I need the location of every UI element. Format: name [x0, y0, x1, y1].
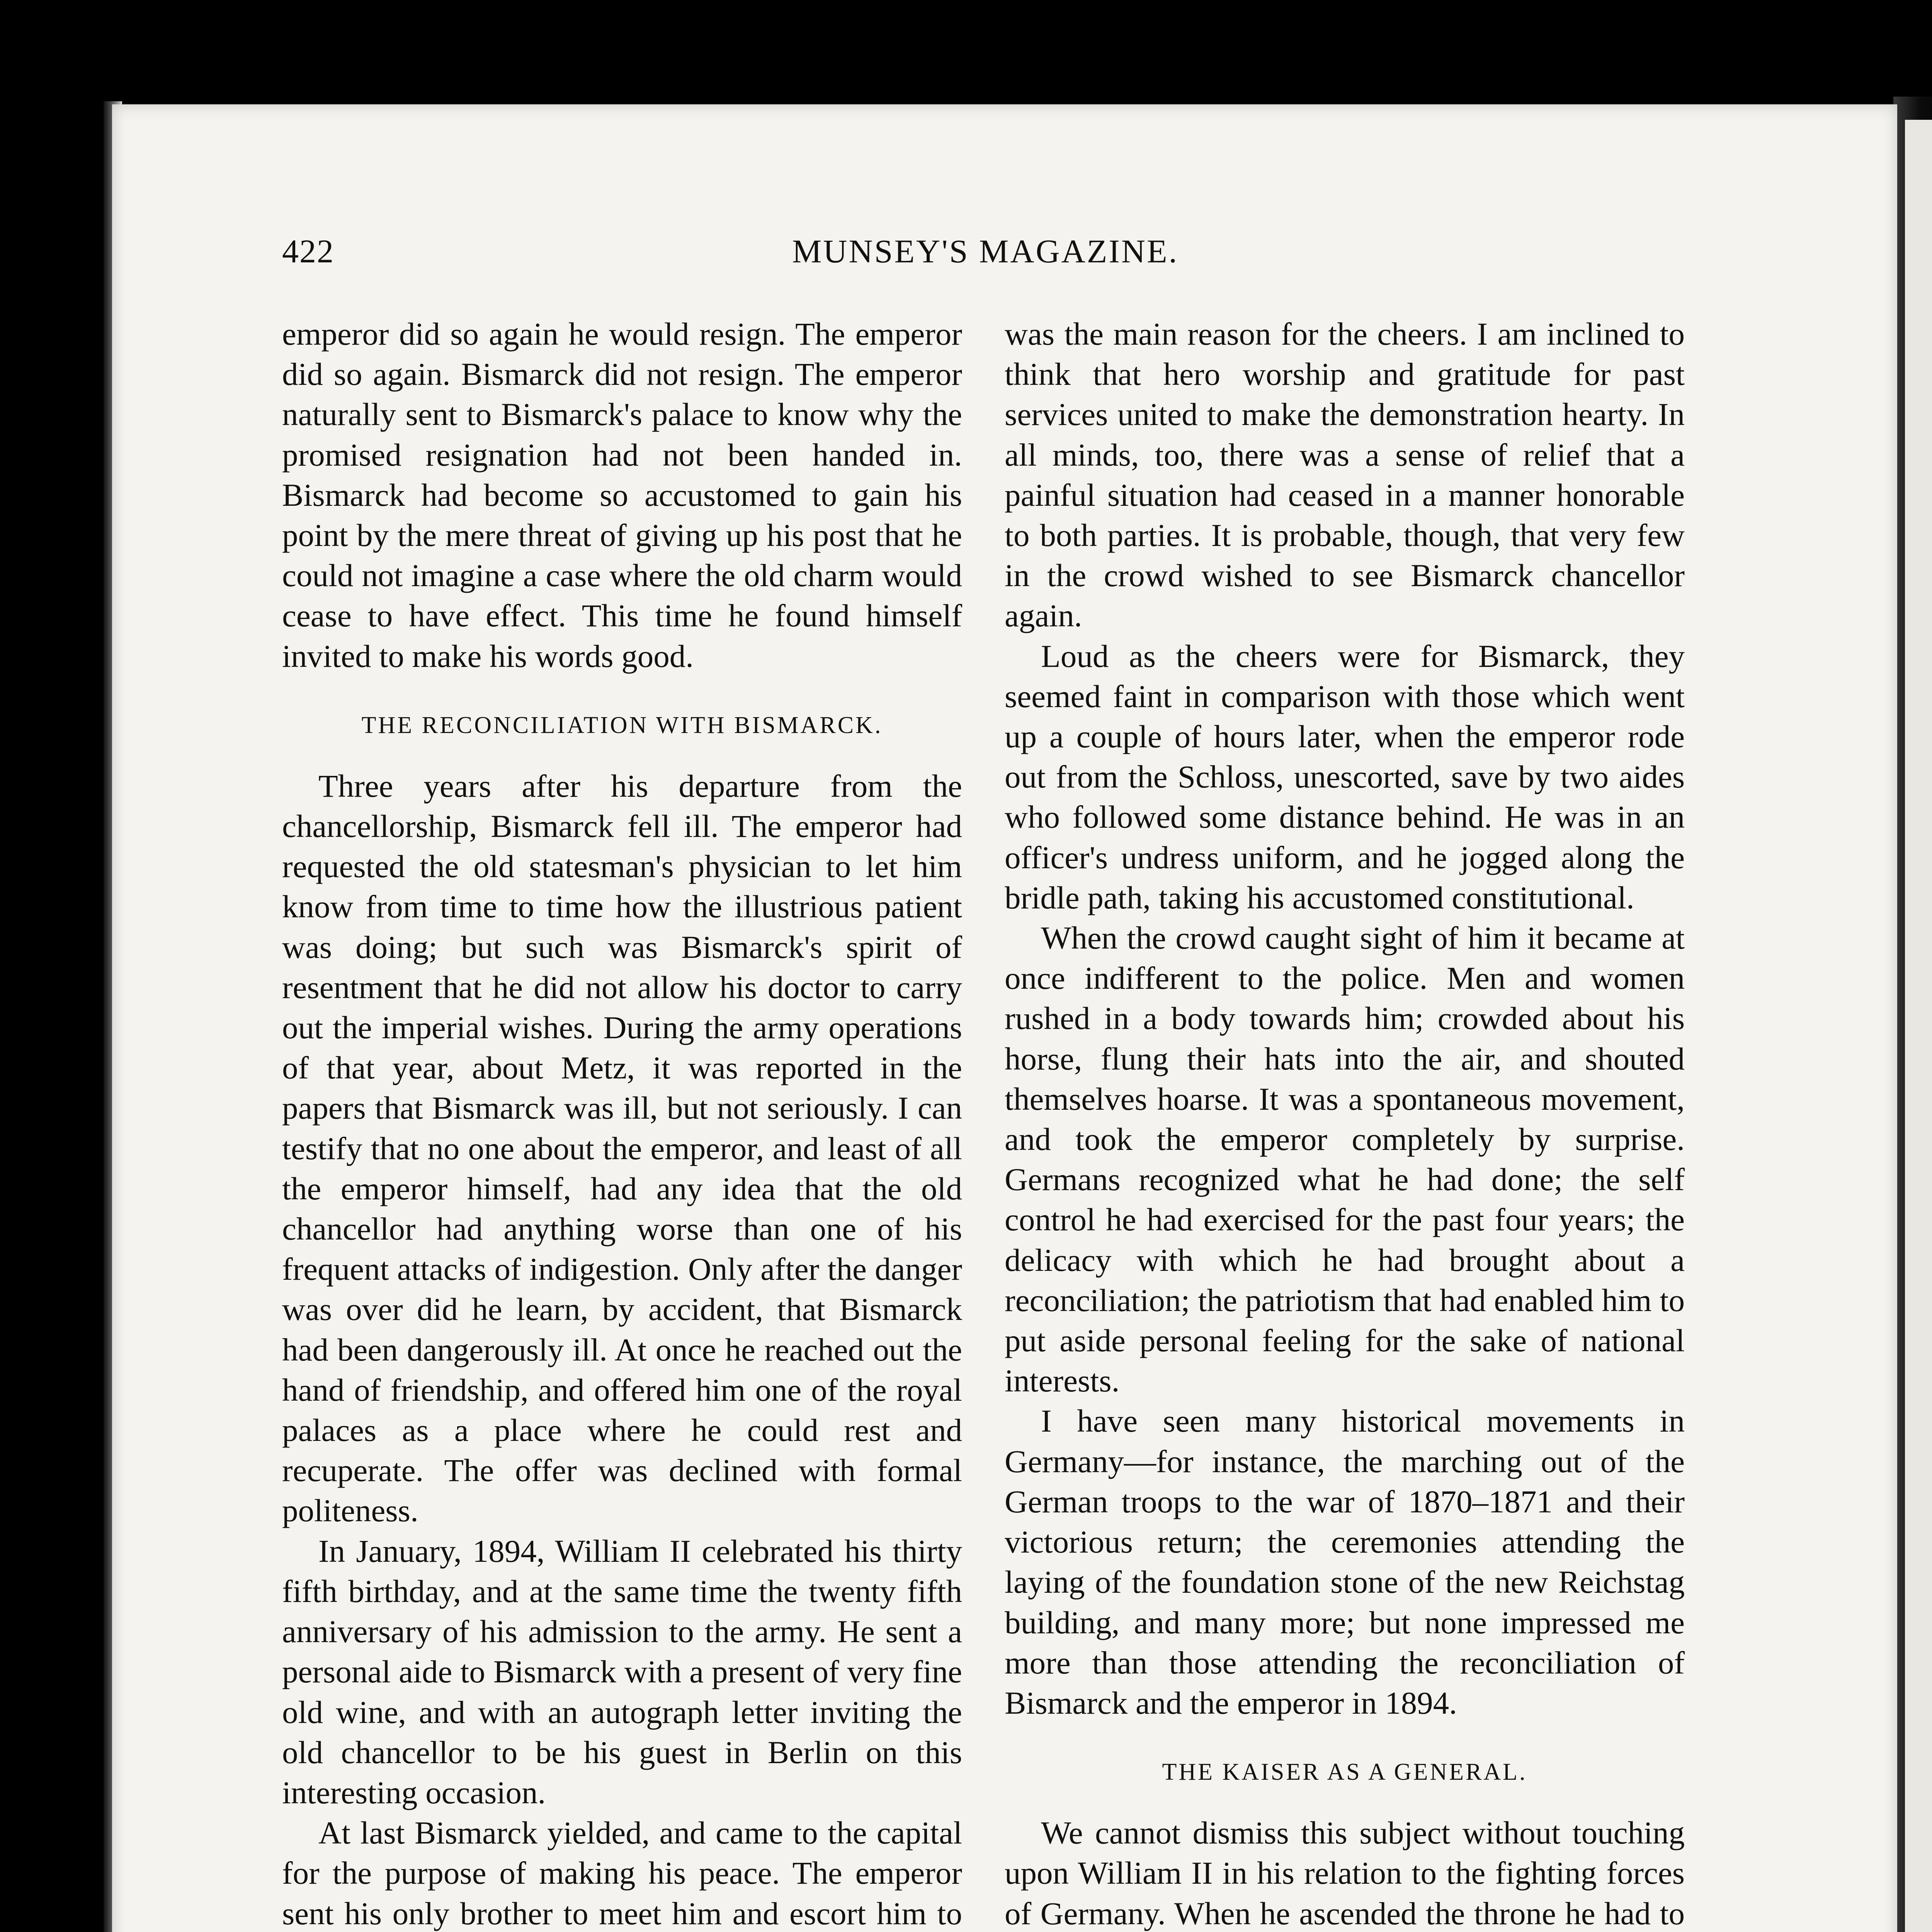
- paragraph: I have seen many historical movements in Germany—for instance, the marching out of the German troops to the war of 1870–1871 and their victorious return; the ceremonies attending the laying of the foundation stone of the new Reichstag building, and many more; but none impressed me more than those attending the reconciliation of Bismarck and the emperor in 1894.: [1005, 1403, 1685, 1721]
- facing-page-edge: [1905, 120, 1932, 1932]
- page-header: [282, 232, 1689, 282]
- paragraph: Three years after his departure from the chancellorship, Bismarck fell ill. The emperor had requested the old statesman's physician to let him know from time to time how the illustrious patient was doing; but such was Bismarck's spirit of resentment that he did not allow his doctor to carry out the imperial wishes. During the army operations of that year, about Metz, it was reported in the papers that Bismarck was ill, but not seriously. I can testify that no one about the emperor, and least of all the emperor himself, had any idea that the old chancellor had anything worse than one of his frequent attacks of indigestion. Only after the danger was over did he learn, by accident, that Bismarck had been dangerously ill. At once he reached out the hand of friendship, and offered him one of the royal palaces as a place where he could rest and recuperate. The offer was declined with formal politeness.: [282, 768, 962, 1529]
- left-text-column: [282, 314, 962, 1932]
- section-heading: THE RECONCILIATION WITH BISMARCK.: [361, 712, 883, 738]
- running-head: MUNSEY'S MAGAZINE.: [792, 233, 1179, 270]
- paragraph: We cannot dismiss this subject without touching upon William II in his relation to the fighting forces of Germany. When he ascended the throne he had to: [1005, 1815, 1685, 1931]
- paragraph: When the crowd caught sight of him it became at once indifferent to the police. Men and women rushed in a body towards him; crowded about his horse, flung their hats into the air, and shouted themselves hoarse. It was a spontaneous movement, and took the emperor completely by surprise. Germans recognized what he had done; the self control he had exercised for the past four years; the delicacy with which he had brought about a reconciliation; the patriotism that had enabled him to put aside personal feeling for the sake of national interests.: [1005, 920, 1685, 1399]
- page-number: 422: [282, 233, 334, 270]
- paragraph: was the main reason for the cheers. I am inclined to think that hero worship and gratitude for past services united to make the demonstration hearty. In all minds, too, there was a sense of relief that a painful situation had ceased in a manner honorable to both parties. It is probable, though, that very few in the crowd wished to see Bismarck chancellor again.: [1005, 316, 1685, 634]
- paragraph: In January, 1894, William II celebrated his thirty fifth birthday, and at the same time the twenty fifth anniversary of his admission to the army. He sent a personal aide to Bismarck with a present of very fine old wine, and with an autograph letter inviting the old chancellor to be his guest in Berlin on this interesting occasion.: [282, 1533, 962, 1810]
- section-heading: THE KAISER AS A GENERAL.: [1162, 1759, 1527, 1786]
- paragraph: Loud as the cheers were for Bismarck, they seemed faint in comparison with those which went up a couple of hours later, when the emperor rode out from the Schloss, unescorted, save by two aides who followed some distance behind. He was in an officer's undress uniform, and he jogged along the bridle path, taking his accustomed constitutional.: [1005, 638, 1685, 915]
- right-text-column: [1005, 314, 1685, 1932]
- paragraph: At last Bismarck yielded, and came to the capital for the purpose of making his peace. The emperor sent his only brother to meet him and escort him to: [282, 1815, 962, 1931]
- paragraph: emperor did so again he would resign. The emperor did so again. Bismarck did not resign. The emperor naturally sent to Bismarck's palace to know why the promised resignation had not been handed in. Bismarck had become so accustomed to gain his point by the mere threat of giving up his post that he could not imagine a case where the old charm would cease to have effect. This time he found himself invited to make his words good.: [282, 316, 962, 674]
